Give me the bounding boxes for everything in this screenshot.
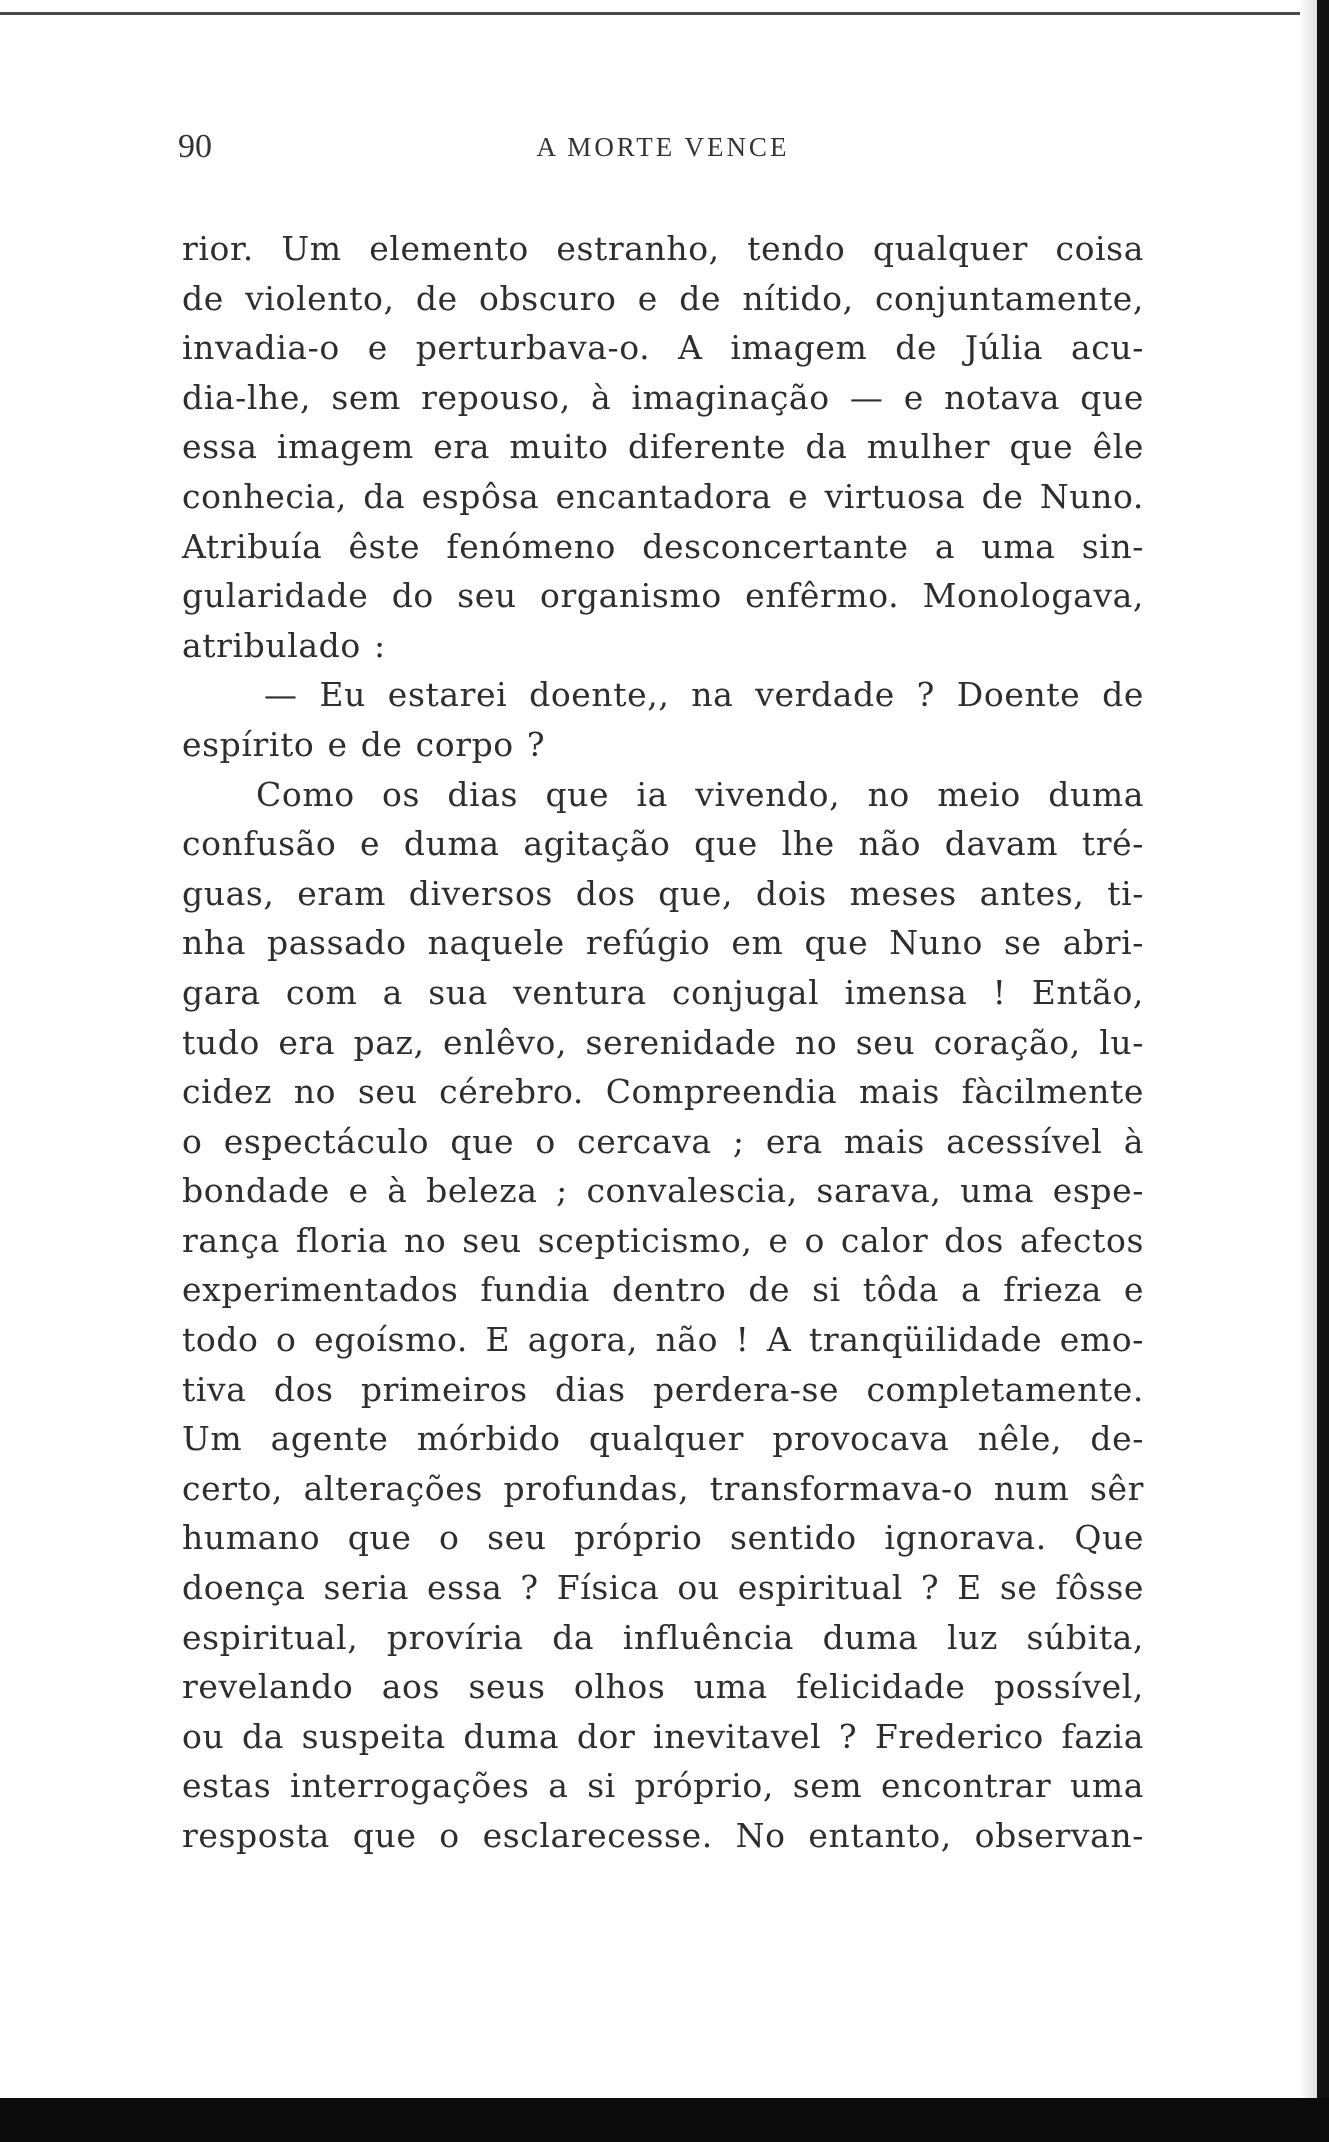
text-line: tudo era paz, enlêvo, serenidade no seu coração, lu- bbox=[182, 1022, 1144, 1062]
text-line: conhecia, da espôsa encantadora e virtuosa de Nuno. bbox=[182, 476, 1144, 516]
text-line: tiva dos primeiros dias perdera-se completamente. bbox=[182, 1369, 1144, 1409]
text-line: confusão e duma agitação que lhe não davam tré- bbox=[182, 824, 1144, 864]
text-line: humano que o seu próprio sentido ignorava. Que bbox=[182, 1518, 1144, 1558]
text-line: atribulado : bbox=[182, 625, 386, 665]
bottom-scan-border bbox=[0, 2098, 1329, 2142]
text-line: estas interrogações a si próprio, sem encontrar uma bbox=[182, 1766, 1144, 1806]
text-line: Atribuía êste fenómeno desconcertante a uma sin- bbox=[182, 526, 1144, 566]
text-line: essa imagem era muito diferente da mulher que êle bbox=[182, 427, 1144, 467]
page-edge-shadow bbox=[1299, 0, 1317, 2142]
text-line: Como os dias que ia vivendo, no meio duma bbox=[256, 774, 1144, 814]
text-line: experimentados fundia dentro de si tôda a frieza e bbox=[182, 1270, 1144, 1310]
text-line: guas, eram diversos dos que, dois meses antes, ti- bbox=[182, 873, 1144, 913]
text-line: dia-lhe, sem repouso, à imaginação — e notava que bbox=[182, 377, 1144, 417]
text-line: o espectáculo que o cercava ; era mais acessível à bbox=[182, 1121, 1144, 1161]
text-line: — Eu estarei doente,, na verdade ? Doente de bbox=[264, 675, 1144, 715]
running-title: A MORTE VENCE bbox=[536, 132, 790, 162]
text-line: espírito e de corpo ? bbox=[182, 724, 546, 764]
text-line: cidez no seu cérebro. Compreendia mais fàcilmente bbox=[182, 1072, 1144, 1112]
page-number: 90 bbox=[178, 128, 212, 165]
text-line: nha passado naquele refúgio em que Nuno se abri- bbox=[182, 923, 1144, 963]
text-line: resposta que o esclarecesse. No entanto, observan- bbox=[182, 1816, 1144, 1855]
text-line: todo o egoísmo. E agora, não ! A tranqüilidade emo- bbox=[182, 1320, 1144, 1360]
page-edge-dark bbox=[1317, 0, 1329, 2142]
text-line: de violento, de obscuro e de nítido, conjuntamente, bbox=[182, 278, 1144, 318]
body-text bbox=[182, 224, 1144, 1861]
text-line: rança floria no seu scepticismo, e o calor dos afectos bbox=[182, 1220, 1144, 1260]
text-line: gularidade do seu organismo enfêrmo. Monologava, bbox=[182, 576, 1144, 616]
top-border-rule bbox=[0, 12, 1300, 15]
text-line: ou da suspeita duma dor inevitavel ? Frederico fazia bbox=[182, 1716, 1144, 1756]
text-line: certo, alterações profundas, transformava-o num sêr bbox=[182, 1468, 1144, 1508]
text-line: espiritual, províria da influência duma luz súbita, bbox=[182, 1617, 1144, 1657]
text-line: Um agente mórbido qualquer provocava nêle, de- bbox=[182, 1419, 1144, 1459]
page-header bbox=[178, 128, 1148, 172]
text-line: doença seria essa ? Física ou espiritual ? E se fôsse bbox=[182, 1568, 1144, 1608]
text-line: gara com a sua ventura conjugal imensa ! Então, bbox=[182, 972, 1144, 1012]
text-line: revelando aos seus olhos uma felicidade possível, bbox=[182, 1667, 1144, 1707]
text-line: invadia-o e perturbava-o. A imagem de Júlia acu- bbox=[182, 328, 1144, 368]
text-line: rior. Um elemento estranho, tendo qualquer coisa bbox=[182, 229, 1144, 268]
text-line: bondade e à beleza ; convalescia, sarava, uma espe- bbox=[182, 1171, 1144, 1211]
